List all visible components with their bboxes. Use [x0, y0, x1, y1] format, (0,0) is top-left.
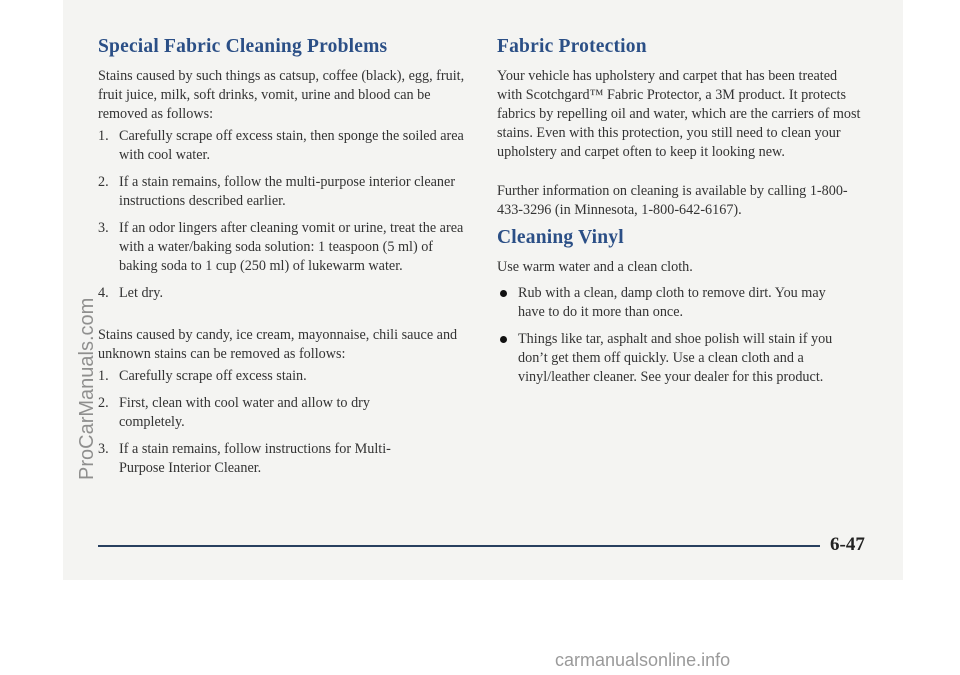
footer-rule — [98, 545, 820, 547]
step-number: 1. — [98, 368, 109, 384]
fabric-protection-title: Fabric Protection — [497, 36, 647, 57]
list-item — [497, 330, 847, 387]
list-item — [98, 394, 398, 432]
cleaning-vinyl-title: Cleaning Vinyl — [497, 227, 624, 248]
list-item — [98, 440, 398, 478]
steps-list-1 — [98, 127, 468, 303]
step-number: 1. — [98, 128, 109, 144]
step-text: Let dry. — [119, 285, 163, 301]
stains-intro-2: Stains caused by candy, ice cream, mayonnaise, chili sauce and unknown stains can be removed as follows: — [98, 327, 458, 362]
vinyl-bullets — [497, 284, 847, 387]
bullet-text: Rub with a clean, damp cloth to remove dirt. You may have to do it more than once. — [518, 285, 826, 320]
step-text: Carefully scrape off excess stain, then sponge the soiled area with cool water. — [119, 128, 464, 163]
bullet-icon — [500, 290, 507, 297]
special-fabric-title: Special Fabric Cleaning Problems — [98, 36, 388, 57]
stains-intro-1: Stains caused by such things as catsup, coffee (black), egg, fruit, fruit juice, milk, soft drinks, vomit, urine and blood can be removed as follows: — [98, 68, 465, 122]
step-number: 3. — [98, 220, 109, 236]
list-item — [98, 367, 398, 386]
list-item — [497, 284, 847, 322]
step-number: 4. — [98, 285, 109, 301]
vinyl-intro: Use warm water and a clean cloth. — [497, 259, 693, 275]
step-text: If a stain remains, follow the multi-purpose interior cleaner instructions described earlier. — [119, 174, 456, 209]
steps-list-2 — [98, 367, 398, 478]
step-text: First, clean with cool water and allow to dry completely. — [119, 395, 370, 430]
step-number: 2. — [98, 174, 109, 190]
list-item — [98, 284, 468, 303]
footer-watermark[interactable]: carmanualsonline.info — [555, 650, 731, 670]
list-item — [98, 173, 468, 211]
bullet-text: Things like tar, asphalt and shoe polish will stain if you don’t get them off quickly. Use a clean cloth and a vinyl/leather cleaner. See your dealer for this product. — [518, 331, 833, 385]
cleaning-info-text: Further information on cleaning is available by calling 1-800-433-3296 (in Minnesota, 1-800-642-6167). — [497, 183, 848, 218]
step-number: 2. — [98, 395, 109, 411]
page-number: 6-47 — [830, 534, 865, 555]
step-text: If a stain remains, follow instructions for Multi-Purpose Interior Cleaner. — [119, 441, 391, 476]
step-text: If an odor lingers after cleaning vomit or urine, treat the area with a water/baking soda solution: 1 teaspoon (5 ml) of baking soda to 1 cup (250 ml) of lukewarm water. — [119, 220, 464, 274]
list-item — [98, 219, 468, 276]
bullet-icon — [500, 336, 507, 343]
side-watermark: ProCarManuals.com — [76, 297, 98, 480]
step-text: Carefully scrape off excess stain. — [119, 368, 307, 384]
list-item — [98, 127, 468, 165]
fabric-protection-text: Your vehicle has upholstery and carpet that has been treated with Scotchgard™ Fabric Protector, a 3M product. It protects fabrics by repelling oil and water, which are the carriers of most stains. Even with this protection, you still need to clean your upholstery and carpet often to keep it looking new. — [497, 68, 861, 160]
step-number: 3. — [98, 441, 109, 457]
